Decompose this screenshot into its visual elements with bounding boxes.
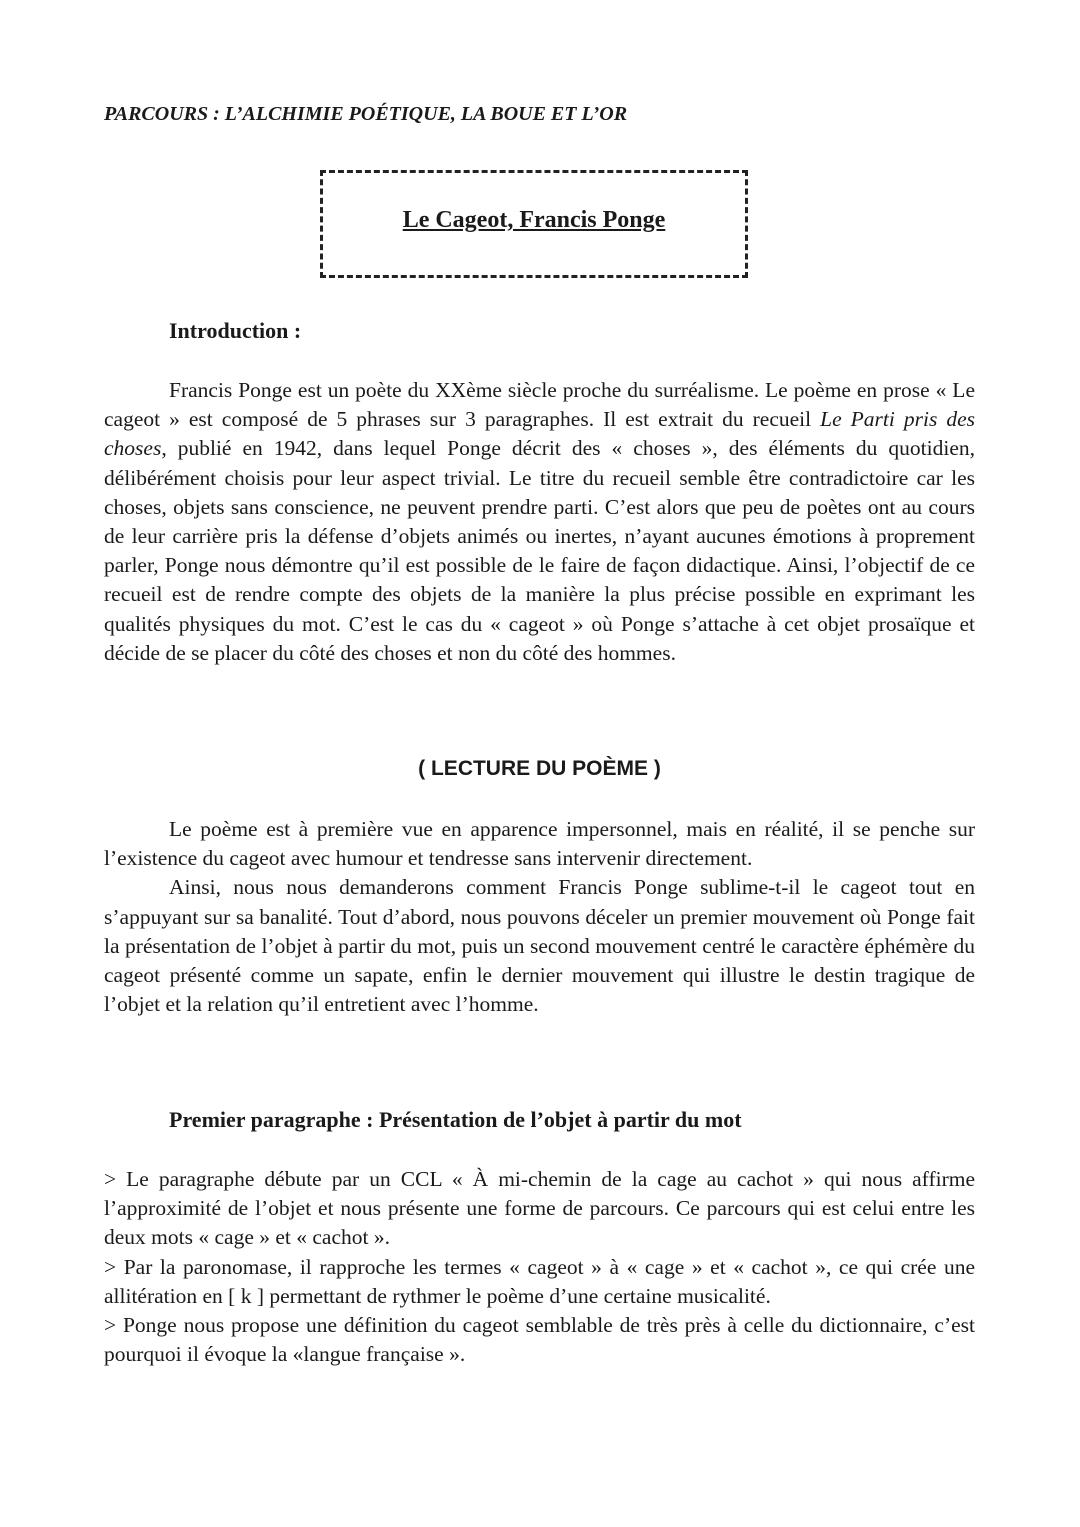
premier-paragraphe-heading: Premier paragraphe : Présentation de l’objet à partir du mot [169, 1107, 742, 1132]
analysis-paragraph: Ainsi, nous nous demanderons comment Francis Ponge sublime-t-il le cageot tout en s’appuyant sur sa banalité. Tout d’abord, nous pouvons déceler un premier mouvement où Ponge fait la présentation de l’objet à partir du mot, puis un second mouvement centré le caractère éphémère du cageot présenté comme un sapate, enfin le dernier mouvement qui illustre le destin tragique de l’objet et la relation qu’il entretient avec l’homme. [104, 875, 975, 1017]
lecture-heading: ( LECTURE DU POÈME ) [418, 757, 661, 780]
analysis-point: > Par la paronomase, il rapproche les termes « cageot » à « cage » et « cachot », ce qui crée une allitération en [ k ] permettant de rythmer le poème d’une certaine musicalité. [104, 1254, 975, 1308]
document-title: Le Cageot, Francis Ponge [402, 207, 666, 233]
analysis-point: > Le paragraphe débute par un CCL « À mi-chemin de la cage au cachot » qui nous affirme l’approximité de l’objet et nous présente une forme de parcours. Ce parcours qui est celui entre les deux mots « cage » et « cachot ». [104, 1167, 975, 1250]
title-box [320, 170, 748, 278]
intro-text-part1: Francis Ponge est un poète du XXème siècle proche du surréalisme. Le poème en prose « Le cageot » est composé de 5 phrases sur 3 paragraphes. Il est extrait du recueil [104, 378, 975, 432]
introduction-heading: Introduction : [169, 318, 302, 343]
analysis-paragraph: Le poème est à première vue en apparence impersonnel, mais en réalité, il se penche sur l’existence du cageot avec humour et tendresse sans intervenir directement. [104, 817, 975, 871]
analysis-point: > Ponge nous propose une définition du cageot semblable de très près à celle du dictionnaire, c’est pourquoi il évoque la «langue française ». [104, 1313, 975, 1367]
analysis-section [104, 815, 975, 1019]
book-title: Le Parti pris des choses [104, 407, 975, 461]
intro-text-part2: , publié en 1942, dans lequel Ponge décrit des « choses », des éléments du quotidien, délibérément choisis pour leur aspect trivial. Le titre du recueil semble être contradictoire car les choses, objets sans conscience, ne peuvent prendre parti. C’est alors que peu de poètes ont au cours de leur carrière pris la défense d’objets animés ou inertes, n’ayant aucunes émotions à proprement parler, Ponge nous démontre qu’il est possible de le faire de façon didactique. Ainsi, l’objectif de ce recueil est de rendre compte des objets de la manière la plus précise possible en exprimant les qualités physiques du mot. C’est le cas du « cageot » où Ponge s’attache à cet objet prosaïque et décide de se placer du côté des choses et non du côté des hommes. [104, 436, 975, 665]
analysis-points [104, 1165, 975, 1369]
introduction-paragraph [104, 376, 975, 668]
parcours-header: PARCOURS : L’ALCHIMIE POÉTIQUE, LA BOUE ET L’OR [104, 103, 628, 125]
introduction-text [104, 376, 975, 668]
